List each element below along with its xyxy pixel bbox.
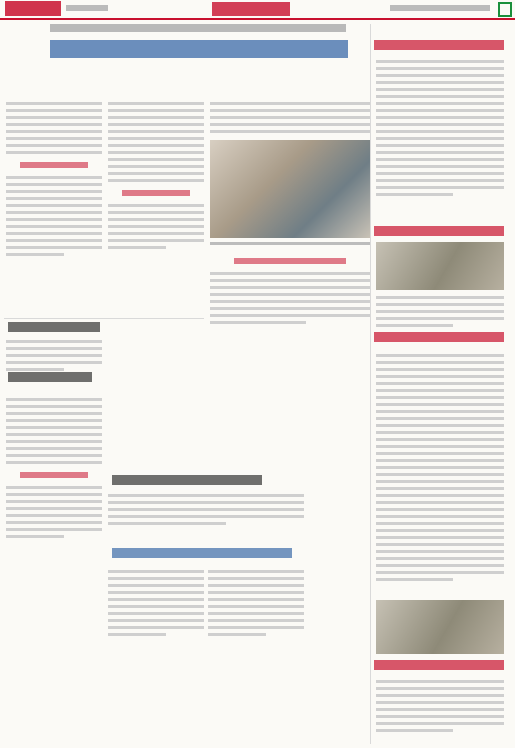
right-headline-3[interactable] bbox=[374, 332, 504, 342]
bottom-story-column-1 bbox=[108, 566, 204, 640]
lead-photo bbox=[210, 140, 370, 238]
center-box-headline[interactable] bbox=[112, 475, 262, 485]
lead-story-column-2 bbox=[108, 98, 204, 253]
issue-info bbox=[66, 5, 108, 11]
lead-story-column-4 bbox=[210, 250, 370, 328]
left-subhead-c bbox=[20, 472, 87, 478]
lead-subhead-2 bbox=[122, 190, 189, 196]
right-story-2-body bbox=[376, 292, 504, 331]
center-box-body bbox=[108, 490, 304, 529]
lead-story-column-3 bbox=[210, 98, 370, 137]
newspaper-logo bbox=[5, 1, 61, 16]
right-headline-4[interactable] bbox=[374, 660, 504, 670]
right-headline-2[interactable] bbox=[374, 226, 504, 236]
section-divider bbox=[4, 318, 204, 319]
left-story-b-body bbox=[6, 394, 102, 542]
right-story-2-photo bbox=[376, 242, 504, 290]
right-column-divider bbox=[370, 24, 371, 744]
section-title bbox=[212, 2, 290, 16]
lead-subhead-3 bbox=[234, 258, 346, 264]
bottom-headline[interactable] bbox=[112, 548, 292, 558]
masthead bbox=[0, 0, 515, 20]
right-story-3-body bbox=[376, 350, 504, 585]
left-headline-a[interactable] bbox=[8, 322, 100, 332]
right-story-4-photo bbox=[376, 600, 504, 654]
lead-headline[interactable] bbox=[50, 40, 348, 58]
right-headline-1[interactable] bbox=[374, 40, 504, 50]
bottom-story-column-2 bbox=[208, 566, 304, 640]
issue-date bbox=[390, 5, 490, 11]
right-story-4-body bbox=[376, 676, 504, 736]
lead-kicker bbox=[50, 24, 346, 32]
page-number bbox=[498, 2, 512, 17]
photo-caption bbox=[210, 242, 370, 245]
right-story-1-body bbox=[376, 56, 504, 200]
lead-subhead-1 bbox=[20, 162, 87, 168]
left-headline-b[interactable] bbox=[8, 372, 92, 382]
left-story-a-body bbox=[6, 336, 102, 375]
lead-story-column-1 bbox=[6, 98, 102, 260]
